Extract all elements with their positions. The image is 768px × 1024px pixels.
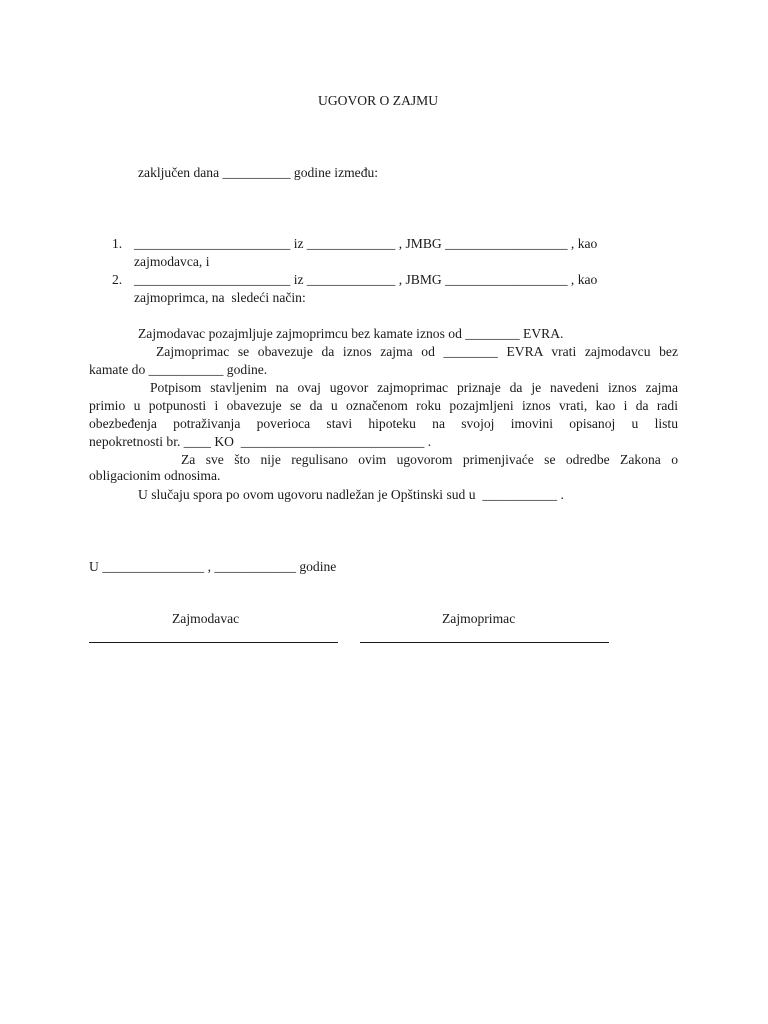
party-1-line2: zajmodavca, i: [134, 254, 210, 269]
paragraph-acknowledgement-line1: Potpisom stavljenim na ovaj ugovor zajmoprimac priznaje da je navedeni iznos zajma: [150, 380, 678, 395]
paragraph-acknowledgement-line3: obezbeđenja potraživanja poverioca stavi hipoteku na svojoj imovini opisanoj u listu: [89, 416, 678, 431]
signature-line-lender: [89, 642, 338, 643]
party-2-line2: zajmoprimca, na sledeći način:: [134, 290, 306, 305]
paragraph-law-line1: Za sve što nije regulisano ovim ugovorom primenjivaće se odredbe Zakona o: [181, 452, 678, 467]
intro-line: zaključen dana __________ godine između:: [138, 165, 379, 180]
paragraph-law-line2: obligacionim odnosima.: [89, 468, 221, 483]
paragraph-loan-amount: Zajmodavac pozajmljuje zajmoprimcu bez kamate iznos od ________ EVRA.: [138, 326, 564, 341]
paragraph-acknowledgement-line2: primio u potpunosti i obavezuje se da u označenom roku pozajmljeni iznos vrati, kao i da radi: [89, 398, 678, 413]
paragraph-dispute-court: U slučaju spora po ovom ugovoru nadležan je Opštinski sud u ___________ .: [138, 487, 564, 502]
party-1-line1: _______________________ iz _____________ , JMBG __________________ , kao: [134, 236, 598, 251]
paragraph-repayment-line2: kamate do ___________ godine.: [89, 362, 268, 377]
document-title: UGOVOR O ZAJMU: [318, 93, 439, 108]
signature-label-lender: Zajmodavac: [172, 611, 240, 626]
party-2-number: 2.: [112, 272, 123, 287]
place-date-line: U _______________ , ____________ godine: [89, 559, 337, 574]
signature-line-borrower: [360, 642, 609, 643]
party-2-line1: _______________________ iz _____________ , JBMG __________________ , kao: [134, 272, 598, 287]
paragraph-acknowledgement-line4: nepokretnosti br. ____ KO ___________________________ .: [89, 434, 432, 449]
signature-label-borrower: Zajmoprimac: [442, 611, 516, 626]
paragraph-repayment-line1: Zajmoprimac se obavezuje da iznos zajma od ________ EVRA vrati zajmodavcu bez: [156, 344, 678, 359]
party-1-number: 1.: [112, 236, 123, 251]
